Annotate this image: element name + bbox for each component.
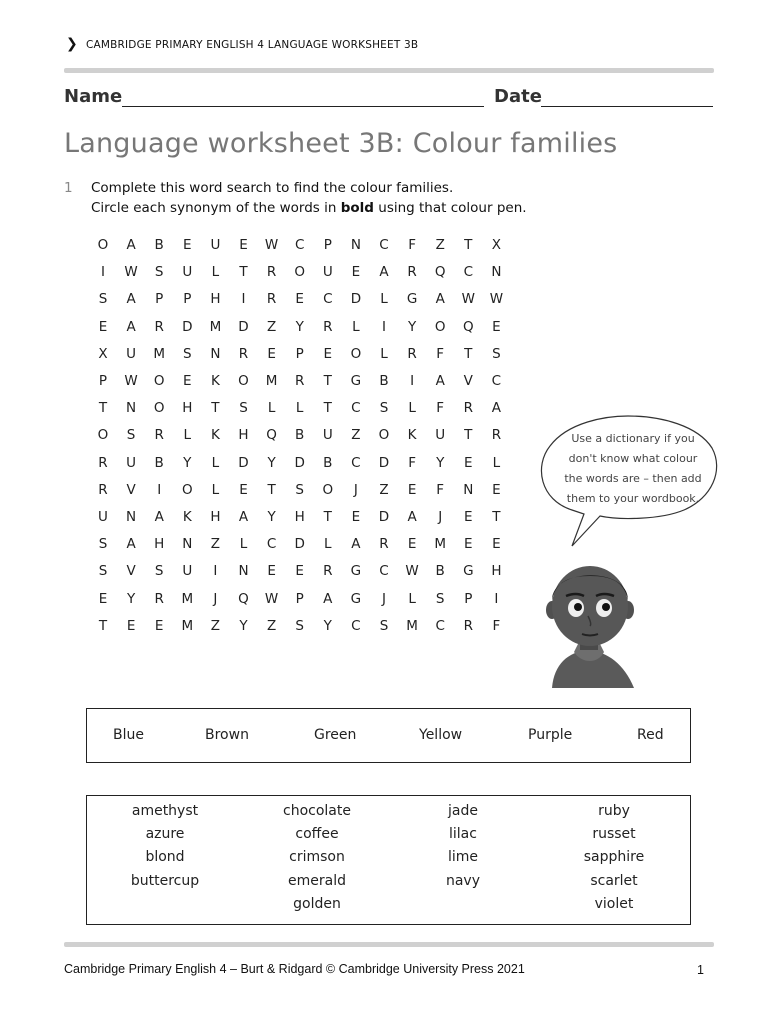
grid-letter[interactable]: C xyxy=(379,237,389,253)
grid-letter[interactable]: U xyxy=(182,264,193,281)
grid-letter[interactable]: S xyxy=(492,345,501,362)
grid-letter[interactable]: W xyxy=(264,590,279,607)
grid-letter[interactable]: R xyxy=(463,400,473,417)
grid-letter[interactable]: T xyxy=(98,400,108,417)
grid-letter[interactable]: U xyxy=(98,509,108,525)
grid-letter[interactable]: W xyxy=(124,264,138,281)
grid-letter[interactable]: P xyxy=(295,590,304,607)
grid-letter[interactable]: F xyxy=(436,481,445,498)
grid-letter[interactable]: P xyxy=(295,345,304,362)
grid-letter[interactable]: B xyxy=(154,237,164,253)
grid-letter[interactable]: P xyxy=(98,373,108,389)
grid-letter[interactable]: M xyxy=(153,345,166,362)
synonym-word: amethyst xyxy=(131,803,199,819)
grid-letter[interactable]: N xyxy=(238,563,249,580)
question-number: 1 xyxy=(64,180,73,196)
grid-letter[interactable]: V xyxy=(126,563,136,580)
grid-letter[interactable]: W xyxy=(489,291,504,308)
grid-letter[interactable]: Q xyxy=(238,590,249,607)
grid-letter[interactable]: C xyxy=(351,617,361,634)
grid-letter[interactable]: A xyxy=(238,509,249,525)
colour-family-purple: Purple xyxy=(528,727,573,743)
grid-letter[interactable]: K xyxy=(210,373,220,389)
grid-letter[interactable]: R xyxy=(407,345,417,362)
synonym-word: navy xyxy=(445,872,481,889)
grid-letter[interactable]: E xyxy=(98,318,108,335)
synonym-word: golden xyxy=(293,895,341,912)
grid-letter[interactable]: T xyxy=(464,237,473,253)
grid-letter[interactable]: Q xyxy=(434,264,446,281)
grid-letter[interactable]: O xyxy=(294,264,305,281)
grid-letter[interactable]: S xyxy=(98,291,108,308)
grid-letter[interactable]: S xyxy=(379,400,389,417)
grid-letter[interactable]: P xyxy=(183,291,192,308)
grid-letter[interactable]: D xyxy=(294,454,305,471)
grid-letter[interactable]: W xyxy=(405,563,419,580)
grid-letter[interactable]: B xyxy=(379,373,389,389)
synonym-word: lime xyxy=(447,849,479,866)
grid-letter[interactable]: I xyxy=(241,291,246,308)
grid-letter[interactable]: E xyxy=(492,536,501,553)
grid-letter[interactable]: O xyxy=(153,373,165,389)
synonym-word: blond xyxy=(145,849,185,866)
grid-letter[interactable]: C xyxy=(491,373,502,389)
grid-letter[interactable]: H xyxy=(182,400,193,417)
grid-letter[interactable]: E xyxy=(295,563,304,580)
grid-letter[interactable]: M xyxy=(181,617,194,634)
grid-letter[interactable]: L xyxy=(380,345,388,362)
synonym-word: scarlet xyxy=(590,872,638,889)
colour-families-box xyxy=(86,708,691,763)
grid-letter[interactable]: H xyxy=(238,427,249,444)
grid-letter[interactable]: P xyxy=(464,590,473,607)
grid-letter[interactable]: R xyxy=(294,373,305,389)
grid-letter[interactable]: N xyxy=(463,481,474,498)
grid-letter[interactable]: C xyxy=(266,536,277,553)
grid-letter[interactable]: S xyxy=(295,617,304,634)
synonyms-box xyxy=(86,795,691,925)
grid-letter[interactable]: M xyxy=(406,617,418,634)
grid-letter[interactable]: E xyxy=(464,454,473,471)
grid-letter[interactable]: S xyxy=(239,400,248,417)
synonym-word: russet xyxy=(592,826,636,843)
grid-letter[interactable]: F xyxy=(408,237,416,253)
grid-letter[interactable]: S xyxy=(98,536,108,553)
grid-letter[interactable]: K xyxy=(407,427,417,444)
grid-letter[interactable]: N xyxy=(182,536,193,553)
grid-letter[interactable]: Z xyxy=(435,237,445,253)
grid-letter[interactable]: D xyxy=(294,536,305,553)
grid-letter[interactable]: S xyxy=(183,345,192,362)
grid-letter[interactable]: H xyxy=(210,509,221,525)
grid-letter[interactable]: E xyxy=(126,617,136,634)
grid-letter[interactable]: F xyxy=(436,400,445,417)
grid-letter[interactable]: G xyxy=(463,563,474,580)
date-field[interactable] xyxy=(541,106,713,107)
grid-letter[interactable]: J xyxy=(213,590,218,607)
synonym-column xyxy=(95,802,235,895)
grid-letter[interactable]: T xyxy=(464,427,473,444)
grid-letter[interactable]: R xyxy=(238,345,249,362)
grid-letter[interactable]: Z xyxy=(266,617,277,634)
grid-letter[interactable]: Q xyxy=(462,318,474,335)
synonym-word: sapphire xyxy=(583,849,645,866)
grid-letter[interactable]: E xyxy=(407,481,417,498)
grid-letter[interactable]: A xyxy=(435,373,445,389)
grid-letter[interactable]: Y xyxy=(407,318,417,335)
grid-letter[interactable]: R xyxy=(154,318,164,335)
grid-letter[interactable]: E xyxy=(323,345,333,362)
instruction-text-end: using that colour pen. xyxy=(373,200,527,216)
grid-letter[interactable]: J xyxy=(438,509,443,525)
grid-letter[interactable]: T xyxy=(267,481,276,498)
grid-letter[interactable]: O xyxy=(378,427,390,444)
grid-letter[interactable]: S xyxy=(154,264,164,281)
grid-letter[interactable]: T xyxy=(464,345,473,362)
grid-letter[interactable]: B xyxy=(154,454,164,471)
grid-letter[interactable]: W xyxy=(461,291,475,308)
grid-letter[interactable]: G xyxy=(406,291,418,308)
grid-letter[interactable]: R xyxy=(98,454,108,471)
grid-letter[interactable]: V xyxy=(126,481,136,498)
grid-letter[interactable]: A xyxy=(491,400,502,417)
synonym-word: ruby xyxy=(598,803,630,819)
grid-letter[interactable]: C xyxy=(351,400,361,417)
grid-letter[interactable]: F xyxy=(436,345,445,362)
grid-letter[interactable]: Z xyxy=(210,617,221,634)
synonym-word: violet xyxy=(594,895,634,912)
grid-letter[interactable]: Y xyxy=(295,318,304,335)
instruction-line-2 xyxy=(91,200,527,216)
grid-letter[interactable]: S xyxy=(435,590,445,607)
grid-letter[interactable]: A xyxy=(154,509,164,525)
grid-letter[interactable]: A xyxy=(126,237,136,253)
grid-letter[interactable]: E xyxy=(464,509,473,525)
grid-letter[interactable]: B xyxy=(295,427,305,444)
grid-letter[interactable]: D xyxy=(350,291,362,308)
footer-divider xyxy=(64,942,714,947)
synonym-word: crimson xyxy=(289,849,345,866)
instruction-bold-word: bold xyxy=(340,200,374,216)
speech-bubble-line: them to your wordbook. xyxy=(566,492,700,505)
grid-letter[interactable]: F xyxy=(492,617,501,634)
grid-letter[interactable]: L xyxy=(211,481,220,498)
grid-letter[interactable]: O xyxy=(238,373,249,389)
grid-letter[interactable]: J xyxy=(353,481,358,498)
grid-letter[interactable]: A xyxy=(407,509,417,525)
grid-letter[interactable]: H xyxy=(210,291,221,308)
grid-letter[interactable]: T xyxy=(98,617,108,634)
grid-letter[interactable]: U xyxy=(322,427,333,444)
grid-letter[interactable]: D xyxy=(238,318,249,335)
grid-letter[interactable]: N xyxy=(210,345,221,362)
grid-letter[interactable]: A xyxy=(126,318,136,335)
grid-letter[interactable]: R xyxy=(323,563,333,580)
grid-letter[interactable]: T xyxy=(239,264,248,281)
grid-letter[interactable]: O xyxy=(322,481,334,498)
grid-letter[interactable]: I xyxy=(213,563,218,580)
grid-letter[interactable]: M xyxy=(209,318,222,335)
grid-letter[interactable]: L xyxy=(492,454,501,471)
grid-letter[interactable]: N xyxy=(126,400,137,417)
grid-letter[interactable]: B xyxy=(323,454,333,471)
grid-letter[interactable]: U xyxy=(210,237,221,253)
grid-letter[interactable]: P xyxy=(155,291,164,308)
page-number: 1 xyxy=(697,963,704,977)
grid-letter[interactable]: D xyxy=(378,509,390,525)
synonym-word: azure xyxy=(145,826,185,843)
grid-letter[interactable]: K xyxy=(210,427,220,444)
grid-letter[interactable]: E xyxy=(492,481,501,498)
grid-letter[interactable]: Y xyxy=(323,617,332,634)
grid-letter[interactable]: C xyxy=(463,264,474,281)
grid-letter[interactable]: W xyxy=(264,237,279,253)
grid-letter[interactable]: Y xyxy=(126,590,136,607)
grid-letter[interactable]: E xyxy=(154,617,164,634)
grid-letter[interactable]: E xyxy=(239,237,248,253)
grid-letter[interactable]: T xyxy=(323,509,332,525)
grid-letter[interactable]: Y xyxy=(183,454,192,471)
grid-letter[interactable]: R xyxy=(463,617,473,634)
grid-letter[interactable]: U xyxy=(182,563,193,580)
grid-letter[interactable]: R xyxy=(154,590,164,607)
grid-letter[interactable]: I xyxy=(410,373,415,389)
grid-letter[interactable]: Y xyxy=(239,617,248,634)
grid-letter[interactable]: F xyxy=(408,454,416,471)
grid-letter[interactable]: I xyxy=(101,264,105,281)
grid-letter[interactable]: O xyxy=(97,237,109,253)
grid-letter[interactable]: Z xyxy=(266,318,277,335)
grid-letter[interactable]: G xyxy=(350,563,362,580)
grid-letter[interactable]: D xyxy=(182,318,193,335)
grid-letter[interactable]: S xyxy=(295,481,304,498)
synonym-column xyxy=(544,802,684,918)
grid-letter[interactable]: C xyxy=(351,454,361,471)
grid-letter[interactable]: S xyxy=(379,617,389,634)
grid-letter[interactable]: R xyxy=(407,264,417,281)
grid-letter[interactable]: Q xyxy=(266,427,277,444)
grid-letter[interactable]: L xyxy=(211,264,220,281)
synonym-column xyxy=(247,802,387,918)
grid-letter[interactable]: S xyxy=(154,563,164,580)
grid-letter[interactable]: M xyxy=(434,536,447,553)
grid-letter[interactable]: H xyxy=(154,536,165,553)
grid-letter[interactable]: L xyxy=(239,536,248,553)
name-label: Name xyxy=(64,86,123,107)
grid-letter[interactable]: E xyxy=(351,264,361,281)
grid-letter[interactable]: R xyxy=(98,481,108,498)
grid-letter[interactable]: Z xyxy=(210,536,221,553)
header-divider xyxy=(64,68,714,73)
instruction-line-1: Complete this word search to find the colour families. xyxy=(91,180,454,196)
colour-family-blue: Blue xyxy=(113,727,144,743)
grid-letter[interactable]: E xyxy=(267,563,276,580)
running-title: CAMBRIDGE PRIMARY ENGLISH 4 LANGUAGE WORKSHEET 3B xyxy=(85,39,419,51)
synonym-word: lilac xyxy=(449,826,477,843)
grid-letter[interactable]: L xyxy=(408,590,416,607)
grid-letter[interactable]: A xyxy=(323,590,333,607)
grid-letter[interactable]: N xyxy=(491,264,502,281)
colour-family-red: Red xyxy=(637,727,664,743)
grid-letter[interactable]: H xyxy=(491,563,502,580)
grid-letter[interactable]: S xyxy=(126,427,136,444)
colour-family-green: Green xyxy=(314,727,357,743)
grid-letter[interactable]: E xyxy=(267,345,276,362)
synonym-word: emerald xyxy=(288,872,346,889)
synonym-word: coffee xyxy=(295,826,339,843)
grid-letter[interactable]: L xyxy=(352,318,360,335)
date-label: Date xyxy=(494,86,542,107)
grid-letter[interactable]: E xyxy=(492,318,501,335)
grid-letter[interactable]: Z xyxy=(351,427,361,444)
grid-letter[interactable]: R xyxy=(379,536,389,553)
synonym-word: buttercup xyxy=(130,872,200,889)
grid-letter[interactable]: O xyxy=(350,345,362,362)
grid-letter[interactable]: L xyxy=(267,400,276,417)
page-title: Language worksheet 3B: Colour families xyxy=(64,128,618,159)
grid-letter[interactable]: L xyxy=(408,400,416,417)
grid-letter[interactable]: P xyxy=(323,237,332,253)
grid-letter[interactable]: N xyxy=(126,509,137,525)
grid-letter[interactable]: C xyxy=(323,291,333,308)
grid-letter[interactable]: S xyxy=(98,563,108,580)
grid-letter[interactable]: A xyxy=(379,264,389,281)
grid-letter[interactable]: M xyxy=(181,590,194,607)
grid-letter[interactable]: E xyxy=(183,373,192,389)
grid-letter[interactable]: H xyxy=(294,509,305,525)
grid-letter[interactable]: U xyxy=(435,427,446,444)
grid-letter[interactable]: E xyxy=(295,291,304,308)
grid-letter[interactable]: E xyxy=(464,536,473,553)
footer-credit: Cambridge Primary English 4 – Burt & Ridgard © Cambridge University Press 2021 xyxy=(64,962,525,976)
grid-letter[interactable]: O xyxy=(153,400,165,417)
grid-letter[interactable]: I xyxy=(157,481,162,498)
grid-letter[interactable]: E xyxy=(183,237,192,253)
grid-letter[interactable]: G xyxy=(350,373,362,389)
grid-letter[interactable]: C xyxy=(294,237,305,253)
grid-letter[interactable]: G xyxy=(350,590,362,607)
grid-letter[interactable]: R xyxy=(266,291,277,308)
speech-bubble-line: the words are – then add xyxy=(564,472,702,485)
colour-family-brown: Brown xyxy=(205,727,249,743)
grid-letter[interactable]: K xyxy=(182,509,192,525)
grid-letter[interactable]: Y xyxy=(267,509,276,525)
instruction-text: Circle each synonym of the words in xyxy=(91,200,341,216)
grid-letter[interactable]: R xyxy=(154,427,164,444)
grid-letter[interactable]: B xyxy=(435,563,445,580)
grid-letter[interactable]: L xyxy=(295,400,304,417)
grid-letter[interactable]: T xyxy=(323,400,332,417)
grid-letter[interactable]: L xyxy=(324,536,332,553)
grid-letter[interactable]: T xyxy=(323,373,332,389)
grid-letter[interactable]: U xyxy=(322,264,333,281)
colour-family-yellow: Yellow xyxy=(419,727,463,743)
grid-letter[interactable]: R xyxy=(491,427,502,444)
grid-letter[interactable]: E xyxy=(407,536,417,553)
grid-letter[interactable]: L xyxy=(183,427,192,444)
grid-letter[interactable]: T xyxy=(211,400,220,417)
grid-letter[interactable]: O xyxy=(181,481,193,498)
grid-letter[interactable]: O xyxy=(97,427,109,444)
grid-letter[interactable]: R xyxy=(266,264,277,281)
speech-bubble-line: don't know what colour xyxy=(568,452,698,465)
speech-bubble-line: Use a dictionary if you xyxy=(571,432,695,445)
running-header xyxy=(66,36,418,52)
grid-letter[interactable]: C xyxy=(379,563,389,580)
grid-letter[interactable]: X xyxy=(491,237,502,253)
grid-letter[interactable]: C xyxy=(435,617,445,634)
grid-letter[interactable]: A xyxy=(126,291,136,308)
grid-letter[interactable]: Y xyxy=(267,454,276,471)
grid-letter[interactable]: D xyxy=(238,454,249,471)
grid-letter[interactable]: O xyxy=(434,318,446,335)
grid-letter[interactable]: R xyxy=(323,318,333,335)
grid-letter[interactable]: Z xyxy=(379,481,389,498)
grid-letter[interactable]: I xyxy=(382,318,386,335)
grid-letter[interactable]: L xyxy=(380,291,388,308)
grid-letter[interactable]: A xyxy=(126,536,136,553)
grid-letter[interactable]: W xyxy=(124,373,138,389)
grid-letter[interactable]: J xyxy=(382,590,386,607)
grid-letter[interactable]: A xyxy=(351,536,361,553)
grid-letter[interactable]: X xyxy=(98,345,108,362)
grid-letter[interactable]: N xyxy=(350,237,361,253)
grid-letter[interactable]: U xyxy=(126,345,137,362)
grid-letter[interactable]: U xyxy=(126,454,137,471)
grid-letter[interactable]: I xyxy=(494,590,499,607)
grid-letter[interactable]: M xyxy=(265,373,278,389)
name-field[interactable] xyxy=(122,106,484,107)
grid-letter[interactable]: Y xyxy=(436,454,445,471)
grid-letter[interactable]: E xyxy=(239,481,248,498)
chevron-right-icon: ❯ xyxy=(66,36,78,52)
synonym-word: chocolate xyxy=(283,803,351,819)
grid-letter[interactable]: E xyxy=(351,509,361,525)
grid-letter[interactable]: D xyxy=(378,454,390,471)
synonym-word: jade xyxy=(448,803,478,819)
grid-letter[interactable]: A xyxy=(435,291,445,308)
grid-letter[interactable]: E xyxy=(98,590,108,607)
boy-illustration xyxy=(538,560,638,688)
grid-letter[interactable]: L xyxy=(211,454,220,471)
grid-letter[interactable]: T xyxy=(492,509,501,525)
synonym-column xyxy=(393,802,533,895)
grid-letter[interactable]: V xyxy=(463,373,473,389)
